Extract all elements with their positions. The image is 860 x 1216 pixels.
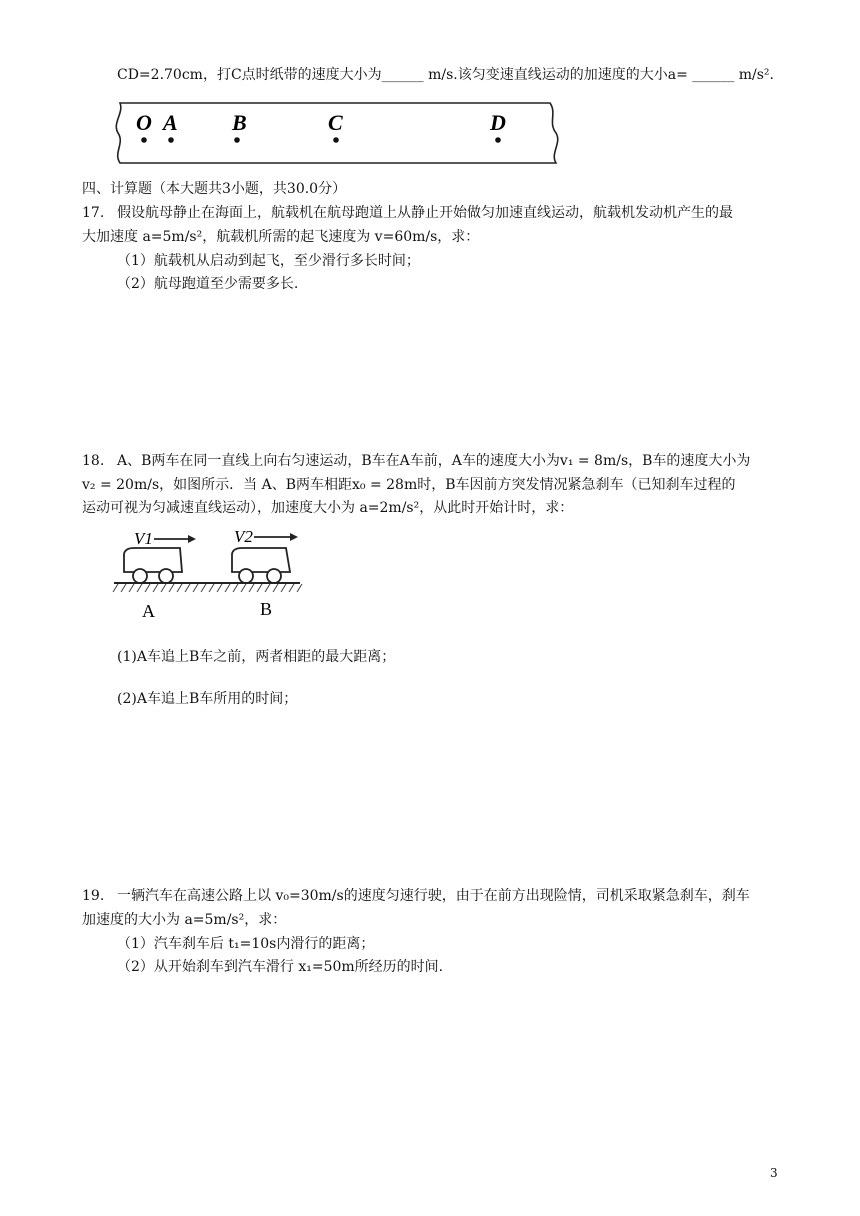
q17-part2: （2）航母跑道至少需要多长.: [117, 276, 299, 292]
tape-dot-a: [168, 137, 174, 143]
q18-part1: (1)A车追上B车之前，两者相距的最大距离；: [117, 649, 396, 665]
q18-line2: v₂ = 20m/s，如图所示．当 A、B两车相距x₀ = 28m时，B车因前方突发情况紧急刹车（已知刹车过程的: [82, 477, 736, 493]
tape-dot-d: [495, 137, 501, 143]
car-a-wheel-front: [159, 569, 173, 583]
tape-label-o: O: [136, 110, 152, 135]
v2-label: V2: [234, 527, 253, 546]
car-a-wheel-rear: [133, 569, 147, 583]
car-a-body: [124, 548, 182, 572]
q19-part1: （1）汽车刹车后 t₁=10s内滑行的距离；: [117, 936, 375, 952]
tape-label-b: B: [232, 110, 247, 135]
car-b-label: B: [260, 599, 273, 619]
q19-line1: 一辆汽车在高速公路上以 v₀=30m/s的速度匀速行驶，由于在前方出现险情，司机采取紧急刹车，刹车: [117, 888, 750, 904]
tape-dot-c: [333, 137, 339, 143]
q17-number: 17.: [82, 205, 105, 221]
q18-line1: A、B两车在同一直线上向右匀速运动，B车在A车前，A车的速度大小为v₁ = 8m/s，B车的速度大小为: [117, 453, 751, 469]
tape-label-a: A: [163, 110, 178, 135]
two-cars-figure: [110, 522, 310, 622]
tape-label-c: C: [328, 110, 343, 135]
ground-hatching: [113, 584, 302, 592]
q18-number: 18.: [82, 453, 105, 469]
v1-label: V1: [134, 529, 153, 548]
car-b-wheel-front: [267, 569, 281, 583]
car-b-wheel-rear: [239, 569, 253, 583]
q16-text-line: CD=2.70cm，打C点时纸带的速度大小为______ m/s.该匀变速直线运动的加速度的大小a= ______ m/s².: [117, 67, 774, 83]
q19-line2: 加速度的大小为 a=5m/s²，求：: [82, 912, 287, 928]
q18-part2: (2)A车追上B车所用的时间；: [117, 691, 298, 707]
tape-dot-b: [234, 137, 240, 143]
car-b-body: [232, 548, 290, 572]
v1-arrowhead: [188, 535, 196, 543]
page-number: 3: [770, 1166, 778, 1180]
q17-part1: （1）航载机从启动到起飞，至少滑行多长时间；: [117, 253, 420, 269]
paper-tape-figure: [110, 100, 565, 166]
q18-line3: 运动可视为匀减速直线运动），加速度大小为 a=2m/s²，从此时开始计时，求：: [82, 500, 574, 516]
q17-line1: 假设航母静止在海面上，航载机在航母跑道上从静止开始做匀加速直线运动，航载机发动机产生的最: [117, 205, 733, 221]
section-title: 四、计算题（本大题共3小题，共30.0分）: [82, 181, 347, 197]
tape-label-d: D: [490, 110, 506, 135]
tape-dot-o: [141, 137, 147, 143]
q19-part2: （2）从开始刹车到汽车滑行 x₁=50m所经历的时间.: [117, 959, 444, 975]
q17-line2: 大加速度 a=5m/s²，航载机所需的起飞速度为 v=60m/s，求：: [82, 229, 480, 245]
car-a-label: A: [142, 601, 155, 621]
v2-arrowhead: [290, 533, 298, 541]
q19-number: 19.: [82, 888, 105, 904]
